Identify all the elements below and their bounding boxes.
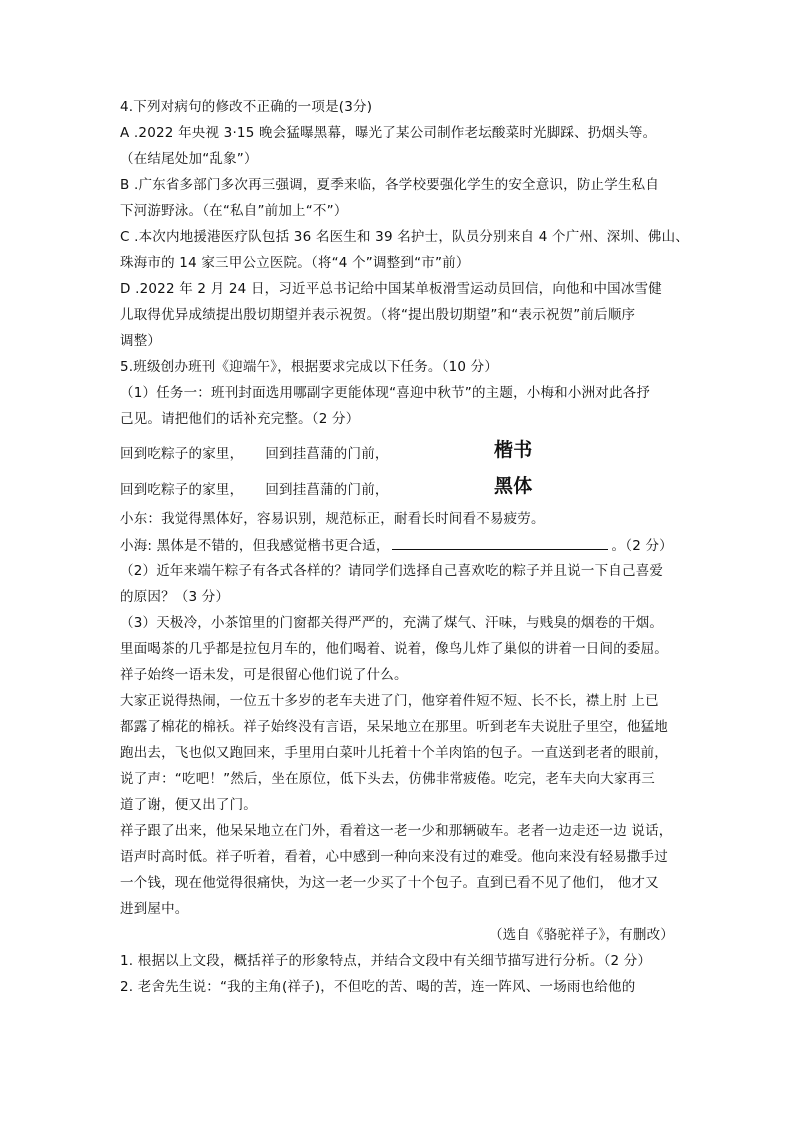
font-label-heiti: 黑体 [494, 475, 533, 497]
xiaohai-text: 小海: 黑体是不错的，但我感觉楷书更合适， [120, 538, 390, 554]
option-d-line-2: 儿取得优异成绩提出殷切期望并表示祝贺。（将“提出殷切期望”和“表示祝贺”前后顺序 [120, 307, 636, 323]
passage-line: 说了声：“吃吧！”然后，坐在原位，低下头去，仿佛非常疲倦。吃完，老车夫向大家再三 [120, 771, 655, 787]
option-a-line-1: A .2022 年央视 3·15 晚会猛曝黑幕，曝光了某公司制作老坛酸菜时光脚踩、扔烟头等。 [120, 125, 657, 141]
couplet-right-text: 回到挂菖蒲的门前， [265, 482, 389, 498]
passage-line: 一个钱，现在他觉得很痛快，为这一老一少买了十个包子。直到已看不见了他们， 他才又 [120, 875, 659, 891]
xiaohai-statement [120, 535, 673, 556]
task-3-line-1: （3）天极冷，小茶馆里的门窗都关得严严的，充满了煤气、汗味，与贱臭的烟卷的干烟。 [120, 615, 664, 631]
option-b-line-2: 下河游野泳。（在“私自”前加上“不”） [120, 203, 348, 219]
passage-line: 大家正说得热闹，一位五十多岁的老车夫进了门，他穿着件短不短、长不长，襟上肘 上已 [120, 693, 659, 709]
question-5-title: 5.班级创办班刊《迎端午》，根据要求完成以下任务。（10 分） [120, 359, 499, 375]
sub-question-1: 1. 根据以上文段，概括祥子的形象特点，并结合文段中有关细节描写进行分析。（2 分） [120, 953, 652, 969]
passage-line: 跑出去，飞也似又跑回来，手里用白菜叶儿托着十个羊肉馅的包子。一直送到老者的眼前， [120, 745, 668, 761]
passage-line: 语声时高时低。祥子听着，看着，心中感到一种向来没有过的难受。他向来没有轻易撒手过 [120, 849, 668, 865]
option-a-line-2: （在结尾处加“乱象”） [120, 151, 258, 167]
couplet-right-text: 回到挂菖蒲的门前， [265, 446, 389, 462]
couplet-row-heiti [120, 480, 389, 500]
task-1-line-2: 己见。请把他们的话补充完整。（2 分） [120, 411, 360, 427]
option-c-line-2: 珠海市的 14 家三甲公立医院。（将“4 个”调整到“市”前） [120, 255, 470, 271]
passage-line: 道了谢，便又出了门。 [120, 797, 257, 813]
xiaohai-score: 。（2 分） [611, 538, 673, 554]
option-d-line-1: D .2022 年 2 月 24 日，习近平总书记给中国某单板滑雪运动员回信，向他和中国冰雪健 [120, 281, 662, 297]
task-1-line-1: （1）任务一：班刊封面选用哪副字更能体现“喜迎中秋节”的主题，小梅和小洲对此各抒 [120, 385, 651, 401]
option-d-line-3: 调整） [120, 333, 162, 349]
passage-line: 都露了棉花的棉袄。祥子始终没有言语，呆呆地立在那里。听到老车夫说肚子里空，他猛地 [120, 719, 668, 735]
xiaodong-statement: 小东：我觉得黑体好，容易识别，规范标正，耐看长时间看不易疲劳。 [120, 511, 545, 527]
couplet-row-kaishu [120, 444, 389, 464]
passage-line: 祥子跟了出来，他呆呆地立在门外，看着这一老一少和那辆破车。老者一边走还一边 说话， [120, 823, 673, 839]
task-2-line-1: （2）近年来端午粽子有各式各样的？请同学们选择自己喜欢吃的粽子并且说一下自己喜爱 [120, 563, 664, 579]
option-b-line-1: B .广东省多部门多次再三强调，夏季来临，各学校要强化学生的安全意识，防止学生私自 [120, 177, 660, 193]
passage-line: 里面喝茶的几乎都是拉包月车的，他们喝着、说着，像鸟儿炸了巢似的讲着一日间的委屈。 [120, 641, 668, 657]
passage-line: 进到屋中。 [120, 901, 189, 917]
question-4-title: 4.下列对病句的修改不正确的一项是(3分) [120, 99, 373, 115]
passage-source: （选自《骆驼祥子》，有删改） [488, 927, 674, 943]
couplet-left-text: 回到吃粽子的家里， [120, 446, 244, 462]
passage-line: 祥子始终一语未发，可是很留心他们说了什么。 [120, 667, 408, 683]
sub-question-2: 2. 老舍先生说：“我的主角(祥子)，不但吃的苦、喝的苦，连一阵风、一场雨也给他的 [120, 979, 636, 995]
task-2-line-2: 的原因？（3 分） [120, 589, 230, 605]
answer-blank[interactable] [392, 535, 608, 550]
option-c-line-1: C .本次内地援港医疗队包括 36 名医生和 39 名护士，队员分别来自 4 个广州、深圳、佛山、 [120, 229, 690, 245]
font-label-kaishu: 楷书 [494, 439, 533, 461]
couplet-left-text: 回到吃粽子的家里， [120, 482, 244, 498]
